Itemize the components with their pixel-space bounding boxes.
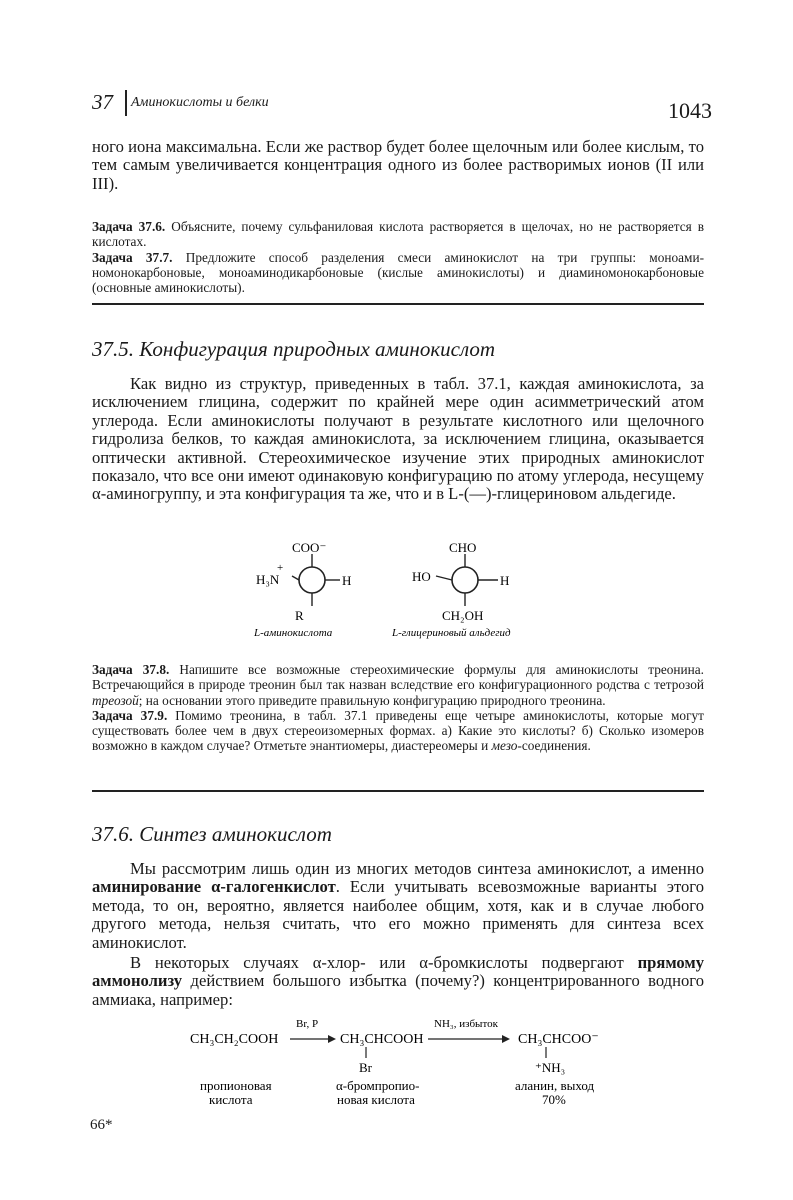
top-group: COO⁻ bbox=[292, 540, 327, 555]
intermediate-substituent: Br bbox=[359, 1060, 372, 1075]
emphasis: мезо bbox=[491, 738, 518, 754]
page-number: 1043 bbox=[668, 98, 712, 123]
section-37-6-paragraph-2 bbox=[92, 954, 704, 1009]
problems-block-1 bbox=[92, 219, 704, 295]
arrow-2-icon bbox=[428, 1035, 510, 1043]
text-run: действием большого избытка (почему?) концентрированного водного аммиака, например: bbox=[92, 971, 704, 1009]
arrow-1-label: Br, P bbox=[296, 1018, 319, 1030]
intro-text: ного иона максимальна. Если же раствор будет более щелочным или более кислым, то тем самым увеличивается концентрация одного из более растворимых ионов (II или III). bbox=[92, 137, 704, 193]
problem-label: Задача 37.6. bbox=[92, 219, 166, 234]
printer-signature: 66* bbox=[90, 1117, 113, 1133]
section-37-6-body bbox=[92, 860, 704, 1009]
text-run: Мы рассмотрим лишь один из многих методов синтеза аминокислот, а именно bbox=[130, 859, 704, 878]
text-run: . Если учитывать всевозможные варианты этого метода, то он, вероятно, является наиболее общим, хотя, как и в случае любого другого метода, нельзя считать, что его можно применять для синтеза всех аминокислот. bbox=[92, 877, 704, 952]
chapter-divider bbox=[125, 90, 127, 116]
problem-label: Задача 37.8. bbox=[92, 662, 170, 677]
problem-37-7 bbox=[92, 250, 704, 296]
divider bbox=[92, 303, 704, 305]
problem-text: Напишите все возможные стереохимические формулы для аминокислоты треонина. Встречающийся в природе треонин был так назван вследствие его конфигурационного родства с тетрозой bbox=[92, 662, 704, 693]
running-head bbox=[92, 90, 712, 122]
section-37-5-paragraph: Как видно из структур, приведенных в табл. 37.1, каждая аминокислота, за исключением глицина, содержит по крайней мере один асимметрический атом углерода. Если аминокислоты получают в результате кислотного или щелочного гидролиза белков, то каждая аминокислота, за исключением глицина, оказывается оптически активной. Стереохимическое изучение этих природных аминокислот показало, что все они имеют одинаковую конфигурацию по атому углерода, несущему α-аминогруппу, и эта конфигурация та же, что и в L-(—)-глицериновом альдегиде. bbox=[92, 374, 704, 504]
right-group: H bbox=[342, 573, 352, 588]
reactant-formula: CH₃CH₂COOH bbox=[190, 1032, 279, 1047]
stereo-figure bbox=[232, 536, 572, 646]
figure-caption-amino-acid: L-аминокислота bbox=[254, 627, 333, 639]
problem-37-8 bbox=[92, 662, 704, 708]
section-title-37-6: 37.6. Синтез аминокислот bbox=[92, 822, 332, 846]
section-37-5-body bbox=[92, 375, 704, 504]
problem-text: Предложите способ разделения смеси аминокислот на три группы: моноаминомонокарбоновые, моноаминодикарбоновые (кислые аминокислоты) и диаминомонокарбоновые (основные аминокислоты). bbox=[92, 249, 705, 296]
arrow-2-label: NH₃, избыток bbox=[434, 1018, 498, 1030]
charge-plus: + bbox=[277, 562, 284, 574]
left-group: HO bbox=[412, 569, 431, 584]
intermediate-caption: новая кислота bbox=[337, 1092, 415, 1107]
right-group: H bbox=[500, 573, 510, 588]
reactant-caption: кислота bbox=[209, 1092, 253, 1107]
term-bold: аминирование α-галогенкислот bbox=[92, 877, 336, 897]
arrow-1-icon bbox=[290, 1035, 336, 1043]
emphasis: треозой bbox=[92, 692, 139, 708]
center-circle bbox=[452, 567, 478, 593]
product-caption: 70% bbox=[542, 1092, 566, 1107]
problem-37-6 bbox=[92, 219, 704, 250]
amino-acid-projection bbox=[253, 540, 351, 639]
left-group: H₃N bbox=[256, 572, 280, 587]
center-circle bbox=[299, 567, 325, 593]
product-formula: CH₃CHCOO⁻ bbox=[518, 1032, 599, 1047]
section-37-6-paragraph-1 bbox=[92, 860, 704, 952]
figure-caption-glyceraldehyde: L-глицериновый альдегид bbox=[392, 627, 511, 639]
intermediate-caption: α-бромпропио- bbox=[336, 1078, 420, 1093]
bottom-group: CH₂OH bbox=[442, 608, 484, 623]
problem-label: Задача 37.9. bbox=[92, 707, 168, 723]
problem-label: Задача 37.7. bbox=[92, 249, 173, 265]
problem-text: Помимо треонина, в табл. 37.1 приведены еще четыре аминокислоты, которые могут существовать более чем в двух стереоизомерных формах. а) Какие это кислоты? б) Сколько изомеров возможно в каждом случае? Отметьте энантиомеры, диастереомеры и bbox=[92, 707, 704, 754]
product-substituent: ⁺NH₃ bbox=[535, 1060, 566, 1075]
product-caption: аланин, выход bbox=[515, 1078, 595, 1093]
problem-text: ; на основании этого приведите правильную конфигурацию природного треонина. bbox=[138, 692, 606, 708]
problem-37-9 bbox=[92, 708, 704, 754]
reaction-scheme bbox=[180, 1010, 620, 1110]
bottom-group: R bbox=[295, 608, 304, 623]
chapter-number: 37 bbox=[92, 90, 113, 114]
intro-paragraph bbox=[92, 138, 704, 193]
term-bold: прямому аммонолизу bbox=[92, 953, 704, 991]
divider bbox=[92, 790, 704, 792]
intermediate-formula: CH₃CHCOOH bbox=[340, 1032, 424, 1047]
reactant-caption: пропионовая bbox=[200, 1078, 272, 1093]
top-group: CHO bbox=[449, 540, 477, 555]
chapter-title: Аминокислоты и белки bbox=[131, 95, 269, 110]
text-run: В некоторых случаях α-хлор- или α-бромкислоты подвергают bbox=[130, 953, 638, 973]
problem-text: Объясните, почему сульфаниловая кислота растворяется в щелочах, но не растворяется в кислотах. bbox=[92, 219, 705, 250]
problem-text: -соединения. bbox=[517, 738, 591, 754]
glyceraldehyde-projection bbox=[391, 540, 511, 639]
problems-block-2 bbox=[92, 662, 704, 754]
section-title-37-5: 37.5. Конфигурация природных аминокислот bbox=[92, 337, 496, 361]
